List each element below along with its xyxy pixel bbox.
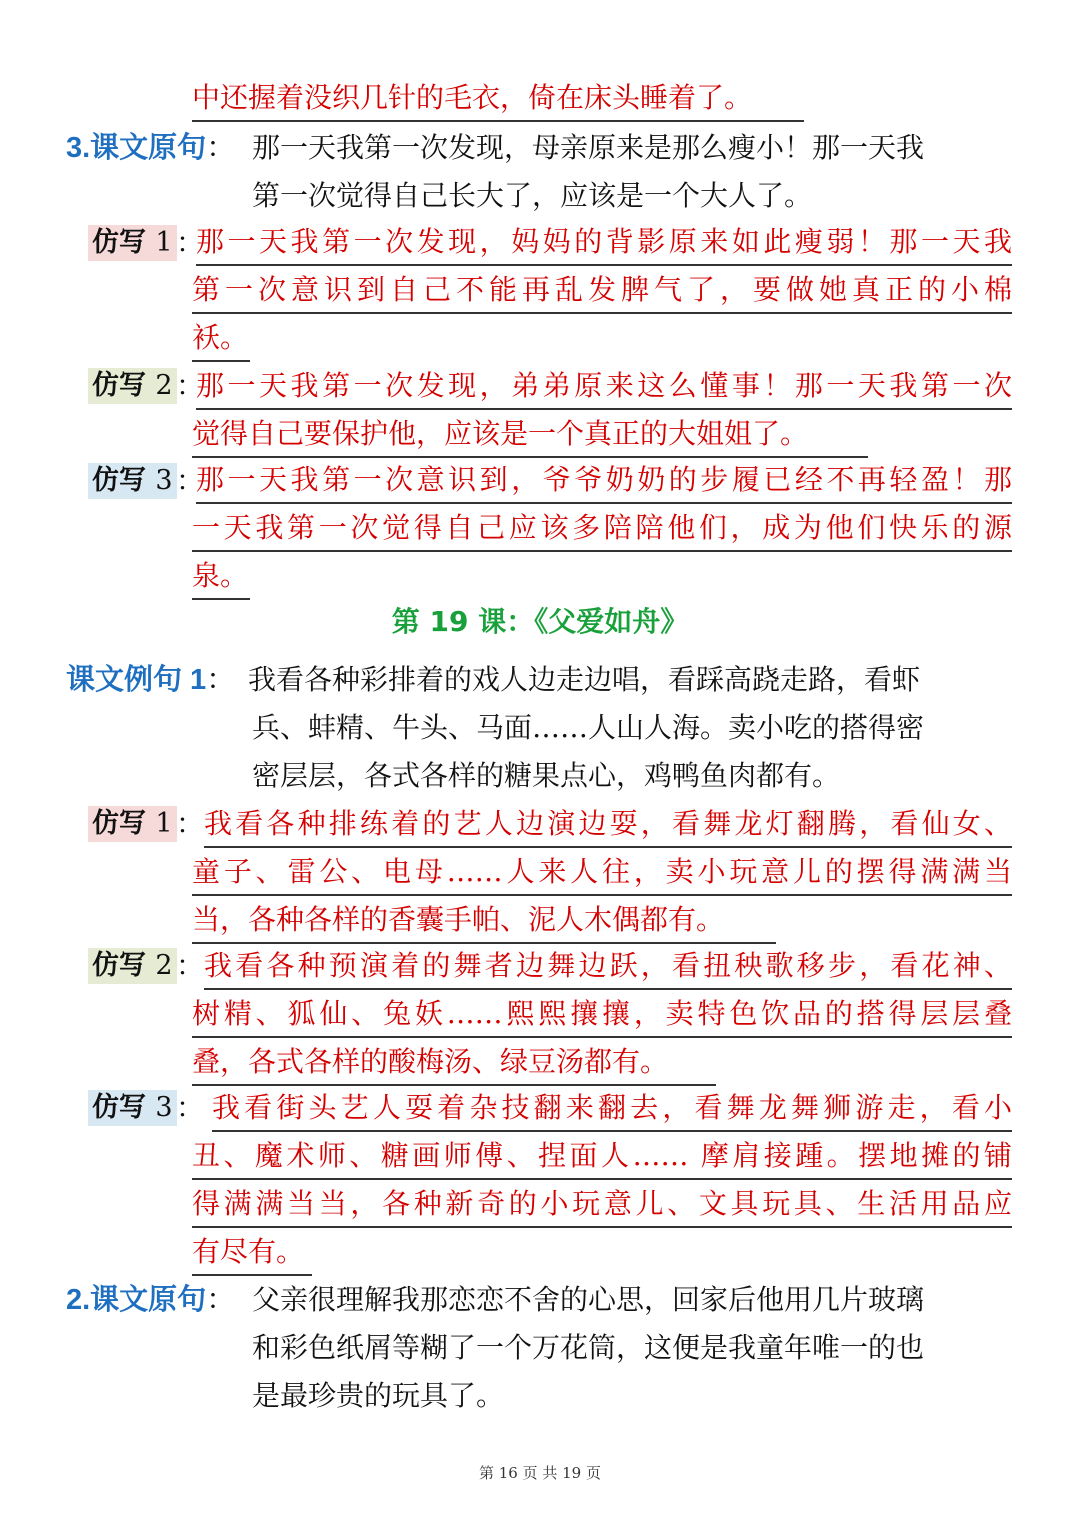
page-footer: 第 16 页 共 19 页	[478, 1464, 601, 1482]
example1-colon: ：	[206, 664, 236, 696]
e1-imitation-3-line-3: 得满满当当，各种新奇的小玩意儿、文具玩具、生活用品应	[192, 1184, 1012, 1228]
lesson-title: 第 19 课：《父爱如舟》	[391, 605, 689, 638]
section2-colon: ：	[206, 1284, 236, 1316]
section2-line-2: 和彩色纸屑等糊了一个万花筒，这便是我童年唯一的也	[252, 1331, 925, 1364]
s3-imitation-2-line-2: 觉得自己要保护他，应该是一个真正的大姐姐了。	[192, 414, 868, 458]
section3-line-1: 那一天我第一次发现，母亲原来是那么瘦小！那一天我	[252, 131, 925, 164]
section3-label	[66, 128, 235, 168]
s3-imitation-3-label	[88, 463, 177, 499]
e1-imitation-1-num: 1	[155, 808, 173, 839]
e1-imitation-3-colon: ：	[176, 1091, 205, 1124]
s3-imitation-3-line-3: 泉。	[192, 556, 250, 600]
example1-line-1: 我看各种彩排着的戏人边走边唱，看踩高跷走路，看虾	[248, 663, 921, 696]
s3-imitation-2-label	[88, 368, 177, 404]
e1-imitation-3-line-2: 丑、魔术师、糖画师傅、捏面人…… 摩肩接踵。摆地摊的铺	[192, 1136, 1012, 1180]
example1-label	[66, 660, 235, 700]
e1-imitation-1-colon: ：	[176, 807, 205, 840]
section2-line-1: 父亲很理解我那恋恋不舍的心思，回家后他用几片玻璃	[252, 1283, 925, 1316]
s3-imitation-2-line-1: 那一天我第一次发现，弟弟原来这么懂事！那一天我第一次	[196, 366, 1012, 410]
section3-colon: ：	[206, 132, 236, 164]
s3-imitation-1-line-2: 第一次意识到自己不能再乱发脾气了，要做她真正的小棉	[192, 270, 1012, 314]
e1-imitation-2-label-text: 仿写	[92, 950, 146, 981]
s3-imitation-1-label	[88, 225, 177, 261]
s3-imitation-3-num: 3	[155, 465, 173, 496]
s3-imitation-2-label-text: 仿写	[92, 370, 146, 401]
e1-imitation-3-label	[88, 1090, 177, 1126]
example1-line-3: 密层层，各式各样的糖果点心，鸡鸭鱼肉都有。	[252, 759, 841, 792]
e1-imitation-1-line-2: 童子、雷公、电母……人来人往，卖小玩意儿的摆得满满当	[192, 852, 1012, 896]
e1-imitation-3-line-4: 有尽有。	[192, 1232, 312, 1276]
e1-imitation-3-num: 3	[155, 1092, 173, 1123]
e1-imitation-2-label	[88, 948, 177, 984]
s3-imitation-3-colon: ：	[176, 464, 205, 497]
e1-imitation-2-line-3: 叠，各式各样的酸梅汤、绿豆汤都有。	[192, 1042, 716, 1086]
section2-label-text: 2.课文原句	[66, 1284, 207, 1316]
e1-imitation-1-label-text: 仿写	[92, 808, 146, 839]
s3-imitation-3-line-1: 那一天我第一次意识到，爷爷奶奶的步履已经不再轻盈！那	[196, 460, 1012, 504]
top-continuation-line: 中还握着没织几针的毛衣，倚在床头睡着了。	[192, 78, 804, 122]
e1-imitation-1-label	[88, 806, 177, 842]
s3-imitation-1-line-1: 那一天我第一次发现，妈妈的背影原来如此瘦弱！那一天我	[196, 222, 1012, 266]
example1-line-2: 兵、蚌精、牛头、马面……人山人海。卖小吃的搭得密	[252, 711, 925, 744]
section2-line-3: 是最珍贵的玩具了。	[252, 1379, 505, 1412]
section2-label	[66, 1280, 235, 1320]
section3-line-2: 第一次觉得自己长大了，应该是一个大人了。	[252, 179, 813, 212]
e1-imitation-1-line-1: 我看各种排练着的艺人边演边耍，看舞龙灯翻腾，看仙女、	[204, 804, 1012, 848]
e1-imitation-2-line-1: 我看各种预演着的舞者边舞边跃，看扭秧歌移步，看花神、	[204, 946, 1012, 990]
s3-imitation-2-num: 2	[155, 370, 173, 401]
e1-imitation-2-colon: ：	[176, 949, 205, 982]
e1-imitation-3-line-1: 我看街头艺人耍着杂技翻来翻去，看舞龙舞狮游走，看小	[212, 1088, 1012, 1132]
e1-imitation-2-num: 2	[155, 950, 173, 981]
s3-imitation-3-line-2: 一天我第一次觉得自己应该多陪陪他们，成为他们快乐的源	[192, 508, 1012, 552]
section3-label-text: 3.课文原句	[66, 132, 207, 164]
s3-imitation-3-label-text: 仿写	[92, 465, 146, 496]
e1-imitation-3-label-text: 仿写	[92, 1092, 146, 1123]
s3-imitation-1-colon: ：	[176, 226, 205, 259]
e1-imitation-1-line-3: 当，各种各样的香囊手帕、泥人木偶都有。	[192, 900, 776, 944]
s3-imitation-1-line-3: 袄。	[192, 318, 250, 362]
e1-imitation-2-line-2: 树精、狐仙、兔妖……熙熙攘攘，卖特色饮品的搭得层层叠	[192, 994, 1012, 1038]
s3-imitation-2-colon: ：	[176, 369, 205, 402]
s3-imitation-1-label-text: 仿写	[92, 227, 146, 258]
example1-label-text: 课文例句 1	[66, 664, 207, 696]
s3-imitation-1-num: 1	[155, 227, 173, 258]
